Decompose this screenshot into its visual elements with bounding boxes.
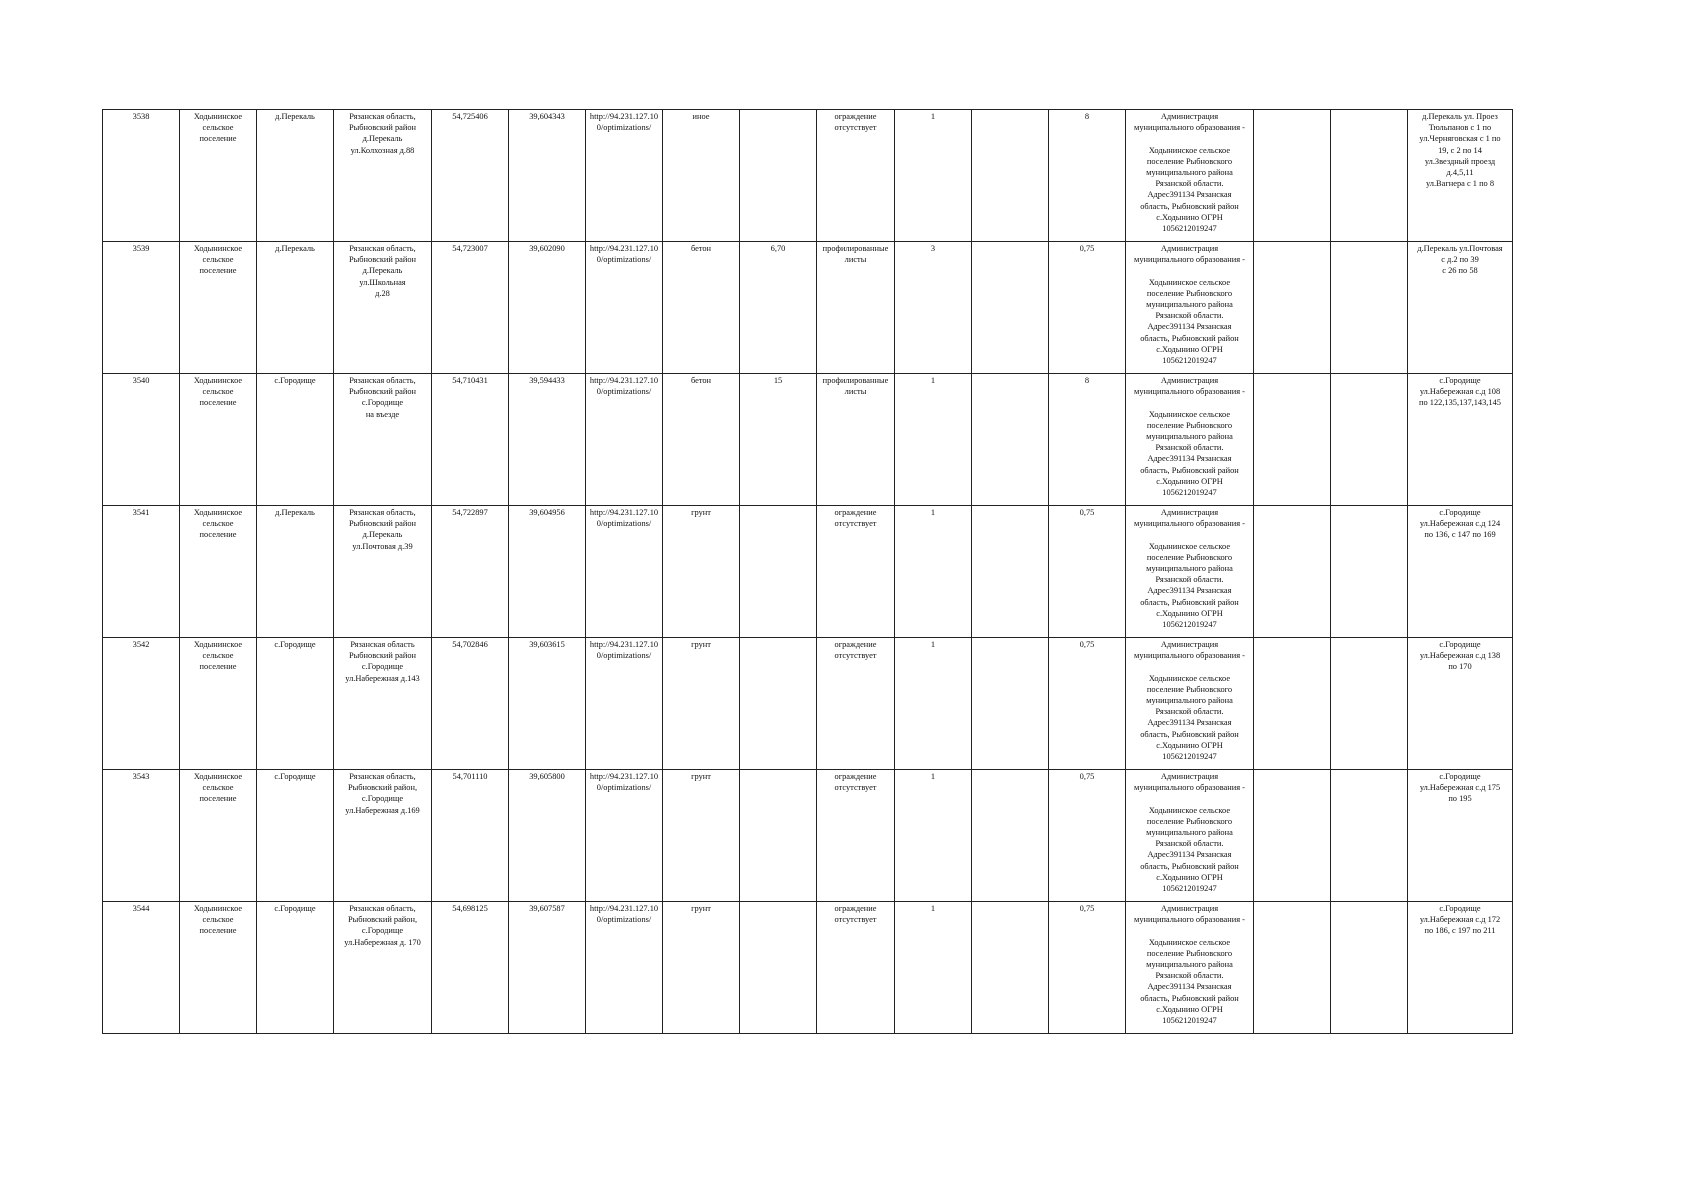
owner-cell: Администрация муниципального образования - Ходынинское сельское поселение Рыбновского муниципального района Рязанской области. Адрес391134 Рязанская область, Рыбновский район с.Ходынино ОГРН 1056212019247 bbox=[1126, 110, 1254, 242]
row-number: 3538 bbox=[103, 110, 180, 242]
owner-cell: Администрация муниципального образования - Ходынинское сельское поселение Рыбновского муниципального района Рязанской области. Адрес391134 Рязанская область, Рыбновский район с.Ходынино ОГРН 1056212019247 bbox=[1126, 242, 1254, 374]
container-volume-cell: 0,75 bbox=[1049, 506, 1126, 638]
container-volume-cell: 8 bbox=[1049, 374, 1126, 506]
containers-count-cell: 1 bbox=[895, 770, 972, 902]
row-number: 3541 bbox=[103, 506, 180, 638]
latitude-cell: 54,710431 bbox=[432, 374, 509, 506]
area-cell bbox=[740, 638, 817, 770]
empty-cell bbox=[972, 902, 1049, 1034]
table-row bbox=[103, 242, 1513, 374]
surface-cell: грунт bbox=[663, 506, 740, 638]
longitude-cell: 39,605800 bbox=[509, 770, 586, 902]
settlement-cell: Ходынинское сельское поселение bbox=[180, 242, 257, 374]
address-cell: Рязанская область, Рыбновский район с.Городище на въезде bbox=[334, 374, 432, 506]
longitude-cell: 39,594433 bbox=[509, 374, 586, 506]
area-cell bbox=[740, 506, 817, 638]
settlement-cell: Ходынинское сельское поселение bbox=[180, 638, 257, 770]
table-row bbox=[103, 770, 1513, 902]
empty-cell bbox=[1254, 638, 1331, 770]
sites-table bbox=[102, 109, 1513, 1034]
container-volume-cell: 0,75 bbox=[1049, 242, 1126, 374]
longitude-cell: 39,604956 bbox=[509, 506, 586, 638]
empty-cell bbox=[1254, 770, 1331, 902]
waste-sources-cell: с.Городище ул.Набережная с.д 175 по 195 bbox=[1408, 770, 1513, 902]
containers-count-cell: 1 bbox=[895, 902, 972, 1034]
fence-cell: ограждение отсутствует bbox=[817, 770, 895, 902]
locality-cell: с.Городище bbox=[257, 374, 334, 506]
surface-cell: иное bbox=[663, 110, 740, 242]
latitude-cell: 54,698125 bbox=[432, 902, 509, 1034]
area-cell: 6,70 bbox=[740, 242, 817, 374]
address-cell: Рязанская область, Рыбновский район, с.Городище ул.Набережная д. 170 bbox=[334, 902, 432, 1034]
fence-cell: ограждение отсутствует bbox=[817, 110, 895, 242]
surface-cell: бетон bbox=[663, 374, 740, 506]
locality-cell: с.Городище bbox=[257, 770, 334, 902]
waste-sources-cell: с.Городище ул.Набережная с.д 138 по 170 bbox=[1408, 638, 1513, 770]
fence-cell: профилированные листы bbox=[817, 242, 895, 374]
empty-cell bbox=[1254, 242, 1331, 374]
url-cell: http://94.231.127.10 0/optimizations/ bbox=[586, 110, 663, 242]
empty-cell bbox=[972, 374, 1049, 506]
containers-count-cell: 1 bbox=[895, 110, 972, 242]
settlement-cell: Ходынинское сельское поселение bbox=[180, 770, 257, 902]
empty-cell bbox=[972, 638, 1049, 770]
containers-count-cell: 3 bbox=[895, 242, 972, 374]
empty-cell bbox=[1254, 506, 1331, 638]
address-cell: Рязанская область, Рыбновский район д.Перекаль ул.Почтовая д.39 bbox=[334, 506, 432, 638]
latitude-cell: 54,723007 bbox=[432, 242, 509, 374]
area-cell bbox=[740, 110, 817, 242]
empty-cell bbox=[1331, 902, 1408, 1034]
fence-cell: ограждение отсутствует bbox=[817, 638, 895, 770]
empty-cell bbox=[1331, 770, 1408, 902]
longitude-cell: 39,602090 bbox=[509, 242, 586, 374]
empty-cell bbox=[972, 506, 1049, 638]
row-number: 3543 bbox=[103, 770, 180, 902]
empty-cell bbox=[1331, 638, 1408, 770]
url-cell: http://94.231.127.10 0/optimizations/ bbox=[586, 770, 663, 902]
latitude-cell: 54,701110 bbox=[432, 770, 509, 902]
locality-cell: д.Перекаль bbox=[257, 110, 334, 242]
row-number: 3540 bbox=[103, 374, 180, 506]
waste-sources-cell: с.Городище ул.Набережная с.д 172 по 186, с 197 по 211 bbox=[1408, 902, 1513, 1034]
owner-cell: Администрация муниципального образования - Ходынинское сельское поселение Рыбновского муниципального района Рязанской области. Адрес391134 Рязанская область, Рыбновский район с.Ходынино ОГРН 1056212019247 bbox=[1126, 374, 1254, 506]
empty-cell bbox=[1331, 242, 1408, 374]
locality-cell: д.Перекаль bbox=[257, 242, 334, 374]
fence-cell: профилированные листы bbox=[817, 374, 895, 506]
surface-cell: грунт bbox=[663, 638, 740, 770]
latitude-cell: 54,725406 bbox=[432, 110, 509, 242]
table-row bbox=[103, 110, 1513, 242]
table-row bbox=[103, 374, 1513, 506]
row-number: 3542 bbox=[103, 638, 180, 770]
settlement-cell: Ходынинское сельское поселение bbox=[180, 374, 257, 506]
row-number: 3539 bbox=[103, 242, 180, 374]
empty-cell bbox=[1254, 374, 1331, 506]
surface-cell: бетон bbox=[663, 242, 740, 374]
empty-cell bbox=[1254, 110, 1331, 242]
address-cell: Рязанская область Рыбновский район с.Городище ул.Набережная д.143 bbox=[334, 638, 432, 770]
owner-cell: Администрация муниципального образования - Ходынинское сельское поселение Рыбновского муниципального района Рязанской области. Адрес391134 Рязанская область, Рыбновский район с.Ходынино ОГРН 1056212019247 bbox=[1126, 506, 1254, 638]
empty-cell bbox=[1254, 902, 1331, 1034]
address-cell: Рязанская область, Рыбновский район, с.Городище ул.Набережная д.169 bbox=[334, 770, 432, 902]
container-volume-cell: 0,75 bbox=[1049, 902, 1126, 1034]
empty-cell bbox=[972, 242, 1049, 374]
longitude-cell: 39,603615 bbox=[509, 638, 586, 770]
area-cell bbox=[740, 902, 817, 1034]
url-cell: http://94.231.127.10 0/optimizations/ bbox=[586, 242, 663, 374]
document-page bbox=[102, 109, 1513, 1034]
waste-sources-cell: с.Городище ул.Набережная с.д 108 по 122,135,137,143,145 bbox=[1408, 374, 1513, 506]
table-row bbox=[103, 902, 1513, 1034]
surface-cell: грунт bbox=[663, 770, 740, 902]
empty-cell bbox=[972, 770, 1049, 902]
container-volume-cell: 0,75 bbox=[1049, 638, 1126, 770]
owner-cell: Администрация муниципального образования - Ходынинское сельское поселение Рыбновского муниципального района Рязанской области. Адрес391134 Рязанская область, Рыбновский район с.Ходынино ОГРН 1056212019247 bbox=[1126, 902, 1254, 1034]
address-cell: Рязанская область, Рыбновский район д.Перекаль ул.Школьная д.28 bbox=[334, 242, 432, 374]
fence-cell: ограждение отсутствует bbox=[817, 902, 895, 1034]
container-volume-cell: 0,75 bbox=[1049, 770, 1126, 902]
owner-cell: Администрация муниципального образования - Ходынинское сельское поселение Рыбновского муниципального района Рязанской области. Адрес391134 Рязанская область, Рыбновский район с.Ходынино ОГРН 1056212019247 bbox=[1126, 770, 1254, 902]
latitude-cell: 54,722897 bbox=[432, 506, 509, 638]
containers-count-cell: 1 bbox=[895, 374, 972, 506]
url-cell: http://94.231.127.10 0/optimizations/ bbox=[586, 374, 663, 506]
url-cell: http://94.231.127.10 0/optimizations/ bbox=[586, 638, 663, 770]
surface-cell: грунт bbox=[663, 902, 740, 1034]
url-cell: http://94.231.127.10 0/optimizations/ bbox=[586, 902, 663, 1034]
fence-cell: ограждение отсутствует bbox=[817, 506, 895, 638]
empty-cell bbox=[1331, 506, 1408, 638]
empty-cell bbox=[1331, 110, 1408, 242]
table-row bbox=[103, 506, 1513, 638]
area-cell: 15 bbox=[740, 374, 817, 506]
waste-sources-cell: д.Перекаль ул. Проез Тюльпанов с 1 по ул.Черняговская с 1 по 19, с 2 по 14 ул.Звездный проезд д.4,5,11 ул.Вагнера с 1 по 8 bbox=[1408, 110, 1513, 242]
area-cell bbox=[740, 770, 817, 902]
locality-cell: с.Городище bbox=[257, 902, 334, 1034]
longitude-cell: 39,607587 bbox=[509, 902, 586, 1034]
table-row bbox=[103, 638, 1513, 770]
address-cell: Рязанская область, Рыбновский район д.Перекаль ул.Колхозная д.88 bbox=[334, 110, 432, 242]
settlement-cell: Ходынинское сельское поселение bbox=[180, 902, 257, 1034]
locality-cell: с.Городище bbox=[257, 638, 334, 770]
empty-cell bbox=[972, 110, 1049, 242]
longitude-cell: 39,604343 bbox=[509, 110, 586, 242]
row-number: 3544 bbox=[103, 902, 180, 1034]
waste-sources-cell: с.Городище ул.Набережная с.д 124 по 136, с 147 по 169 bbox=[1408, 506, 1513, 638]
url-cell: http://94.231.127.10 0/optimizations/ bbox=[586, 506, 663, 638]
container-volume-cell: 8 bbox=[1049, 110, 1126, 242]
containers-count-cell: 1 bbox=[895, 638, 972, 770]
locality-cell: д.Перекаль bbox=[257, 506, 334, 638]
latitude-cell: 54,702846 bbox=[432, 638, 509, 770]
waste-sources-cell: д.Перекаль ул.Почтовая с д.2 по 39 с 26 по 58 bbox=[1408, 242, 1513, 374]
settlement-cell: Ходынинское сельское поселение bbox=[180, 110, 257, 242]
empty-cell bbox=[1331, 374, 1408, 506]
owner-cell: Администрация муниципального образования - Ходынинское сельское поселение Рыбновского муниципального района Рязанской области. Адрес391134 Рязанская область, Рыбновский район с.Ходынино ОГРН 1056212019247 bbox=[1126, 638, 1254, 770]
settlement-cell: Ходынинское сельское поселение bbox=[180, 506, 257, 638]
containers-count-cell: 1 bbox=[895, 506, 972, 638]
